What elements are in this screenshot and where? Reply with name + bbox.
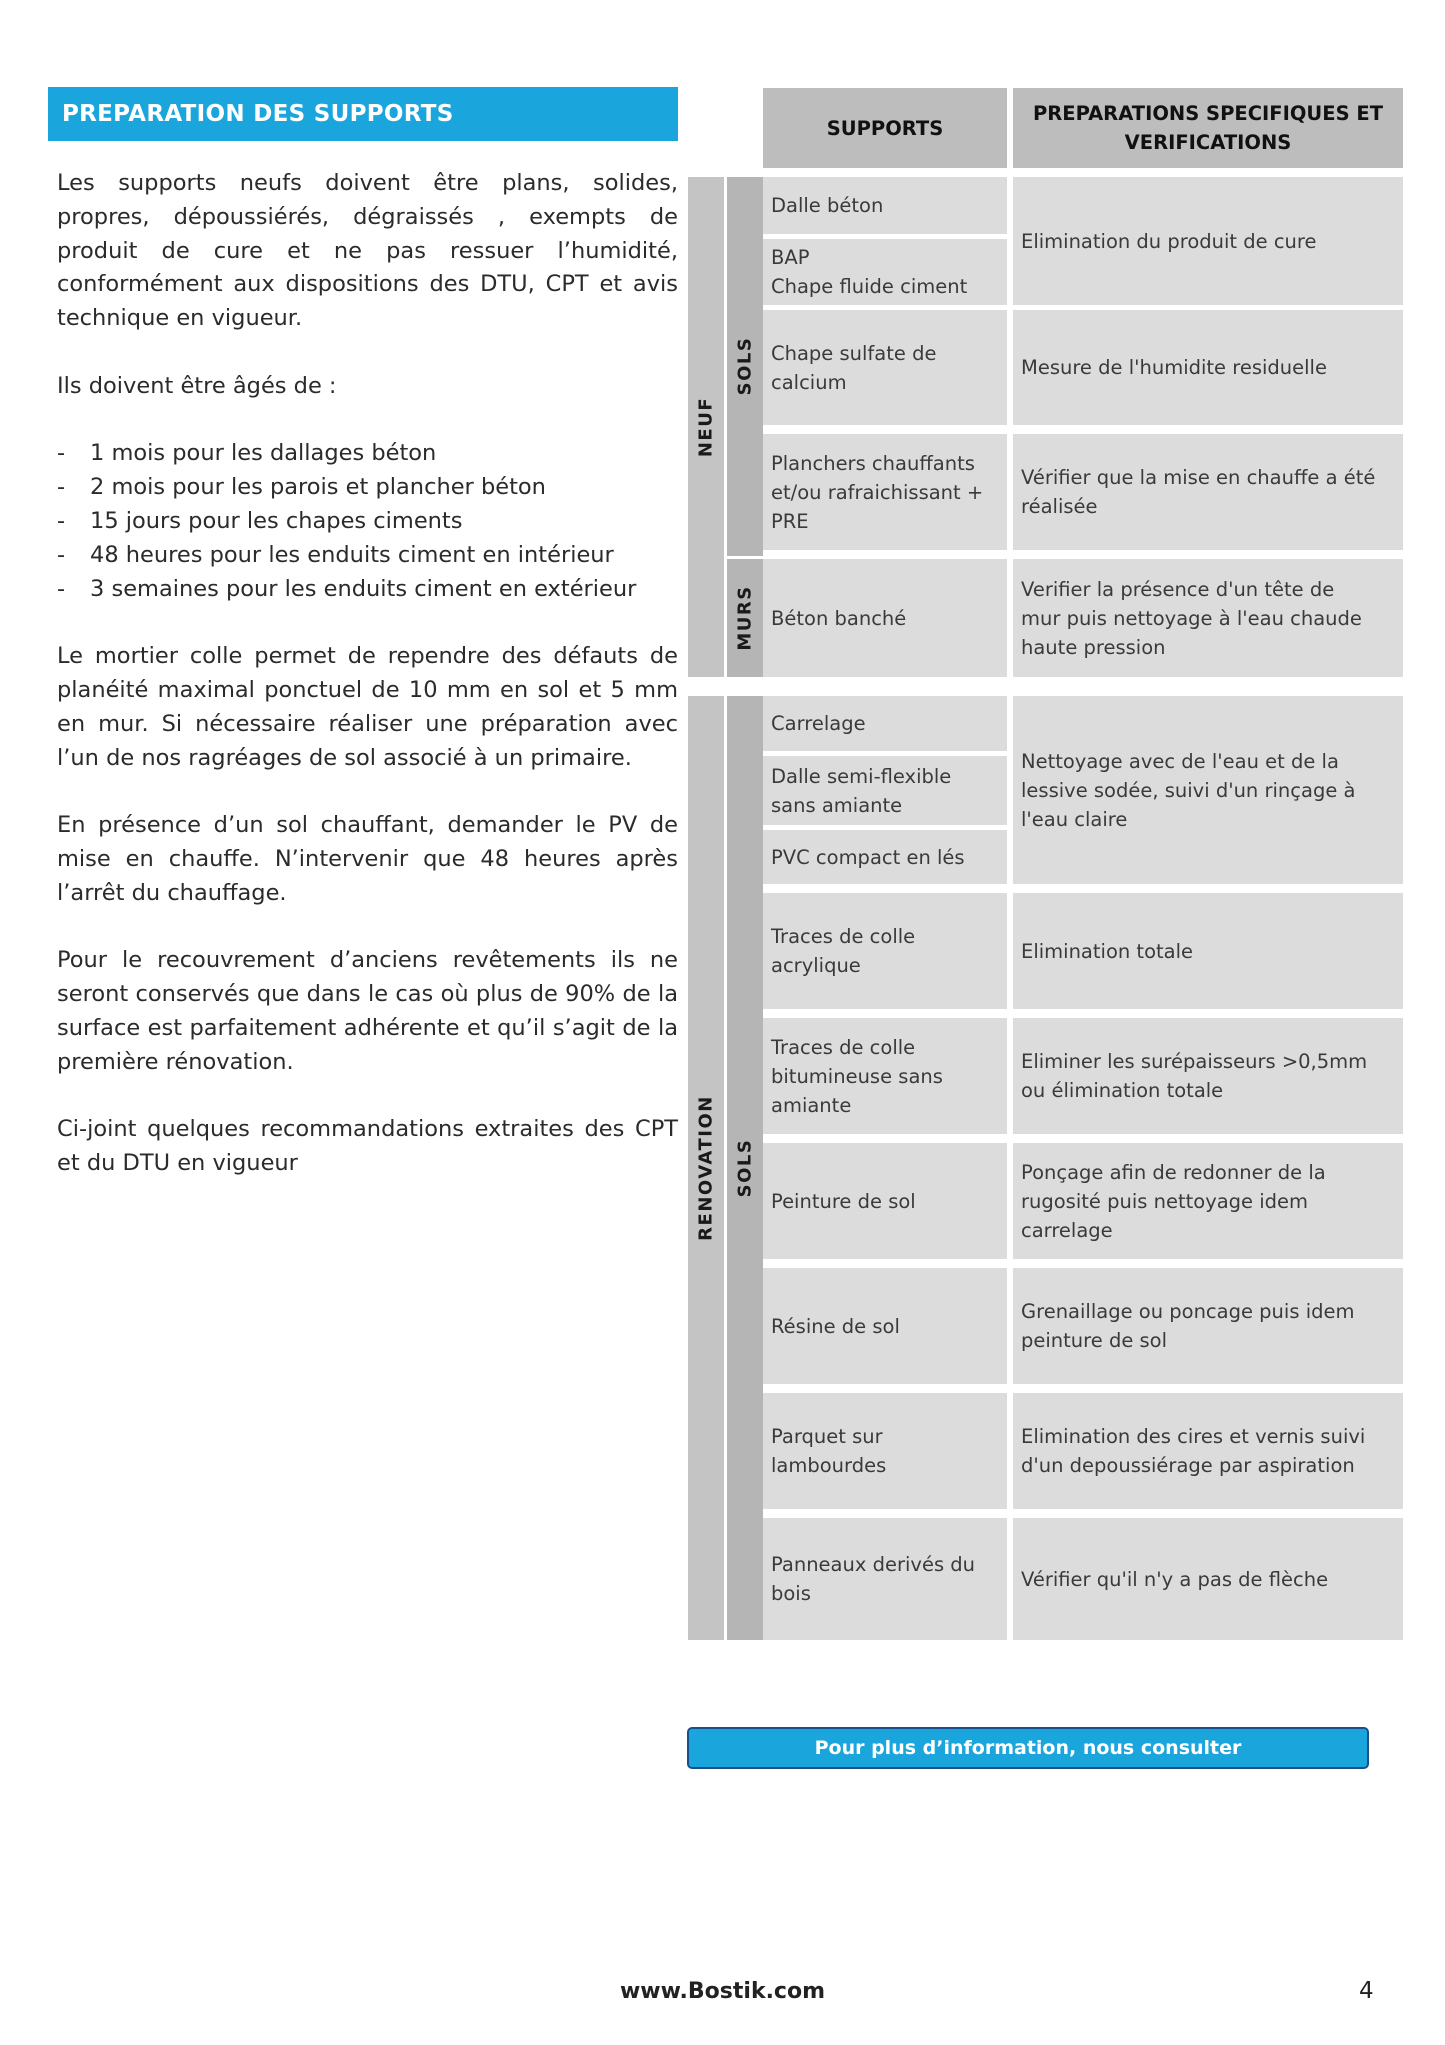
label-murs: MURS [734, 585, 756, 651]
label-renovation: RENOVATION [695, 1095, 717, 1241]
table-row-preparation [1013, 1393, 1403, 1509]
body-text [48, 167, 678, 1181]
support-label: Dalle béton [771, 194, 884, 217]
table-row-support [763, 559, 1007, 677]
table-row-preparation [1013, 1518, 1403, 1640]
support-label: Parquet sur lambourdes [771, 1425, 887, 1477]
support-label: BAP Chape fluide ciment [771, 246, 968, 298]
header-supports [763, 88, 1007, 168]
page-number: 4 [1359, 1978, 1374, 2004]
preparation-label: Elimination des cires et vernis suivi d'un depoussiérage par aspiration [1021, 1425, 1366, 1477]
label-sols-renov: SOLS [734, 1138, 756, 1198]
table-row-preparation [1013, 310, 1403, 425]
label-neuf: NEUF [695, 396, 717, 458]
paragraph-recouvrement: Pour le recouvrement d’anciens revêtements ils ne seront conservés que dans le cas où plus de 90% de la surface est parfaitement adhérente et qu’il s’agit de la première rénovation. [57, 947, 678, 1075]
support-label: Chape sulfate de calcium [771, 341, 937, 394]
table-row-preparation [1013, 1018, 1403, 1134]
header-preparations-label: PREPARATIONS SPECIFIQUES ET VERIFICATIONS [1032, 102, 1384, 154]
preparation-label: Ponçage afin de redonner de la rugosité puis nettoyage idem carrelage [1021, 1160, 1326, 1242]
header-supports-label: SUPPORTS [826, 116, 944, 140]
table-row-support [763, 434, 1007, 550]
footer-url[interactable]: www.Bostik.com [619, 1979, 826, 2004]
table-row-preparation [1013, 893, 1403, 1009]
preparation-label: Mesure de l'humidite residuelle [1021, 356, 1327, 379]
paragraph-supports: Les supports neufs doivent être plans, solides, propres, dépoussiérés, dégraissés , exempts de produit de cure et ne pas ressuer l’humidité, conformément aux dispositions des DTU, CPT et avis technique en vigueur. [57, 170, 678, 332]
table-row-support [763, 1518, 1007, 1640]
header-preparations [1013, 88, 1403, 168]
support-label: Dalle semi-flexible sans amiante [771, 764, 952, 817]
support-label: Traces de colle bitumineuse sans amiante [771, 1035, 943, 1117]
preparation-label: Verifier la présence d'un tête de mur puis nettoyage à l'eau chaude haute pression [1021, 577, 1362, 659]
support-label: PVC compact en lés [771, 845, 965, 869]
table-row-preparation [1013, 434, 1403, 550]
table-row-support [763, 830, 1007, 884]
table-row-preparation [1013, 1268, 1403, 1384]
table-row-support [763, 1143, 1007, 1259]
preparation-label: Vérifier qu'il n'y a pas de flèche [1021, 1567, 1329, 1591]
list-item: - 48 heures pour les enduits ciment en intérieur [57, 539, 678, 573]
support-label: Planchers chauffants et/ou rafraichissant + PRE [771, 451, 984, 533]
preparation-label: Vérifier que la mise en chauffe a été réalisée [1021, 466, 1376, 518]
list-item: - 1 mois pour les dallages béton [57, 437, 678, 471]
support-label: Peinture de sol [771, 1189, 916, 1213]
table-row-support [763, 1393, 1007, 1509]
table-row-support [763, 756, 1007, 825]
table-row-support [763, 177, 1007, 234]
support-label: Béton banché [771, 606, 907, 630]
support-label: Résine de sol [771, 1314, 900, 1338]
list-item: - 15 jours pour les chapes ciments [57, 505, 678, 539]
section-title: PREPARATION DES SUPPORTS [48, 87, 678, 141]
table-row-support [763, 696, 1007, 751]
preparation-label: Eliminer les surépaisseurs >0,5mm ou élimination totale [1021, 1050, 1368, 1102]
age-list [57, 437, 678, 606]
list-item: - 2 mois pour les parois et plancher béton [57, 471, 678, 505]
paragraph-recommandations: Ci-joint quelques recommandations extraites des CPT et du DTU en vigueur [57, 1116, 678, 1177]
paragraph-sol-chauffant: En présence d’un sol chauffant, demander le PV de mise en chauffe. N’intervenir que 48 heures après l’arrêt du chauffage. [57, 812, 678, 906]
contact-button[interactable] [687, 1727, 1369, 1769]
table-row-preparation [1013, 696, 1403, 884]
table-row-preparation [1013, 1143, 1403, 1259]
label-sols-neuf: SOLS [734, 336, 756, 396]
preparation-label: Elimination du produit de cure [1021, 229, 1317, 253]
left-column [48, 87, 678, 1215]
support-label: Traces de colle acrylique [771, 925, 916, 977]
preparation-label: Grenaillage ou poncage puis idem peinture de sol [1021, 1300, 1355, 1352]
table-row-support [763, 893, 1007, 1009]
preparation-label: Elimination totale [1021, 939, 1194, 963]
support-label: Carrelage [771, 712, 866, 735]
table-row-support [763, 310, 1007, 425]
support-label: Panneaux derivés du bois [771, 1553, 976, 1605]
contact-button-label: Pour plus d’information, nous consulter [814, 1737, 1242, 1759]
table-row-preparation [1013, 559, 1403, 677]
table-row-support [763, 1018, 1007, 1134]
list-item: - 3 semaines pour les enduits ciment en extérieur [57, 573, 678, 607]
paragraph-mortier: Le mortier colle permet de rependre des défauts de planéité maximal ponctuel de 10 mm en sol et 5 mm en mur. Si nécessaire réaliser une préparation avec l’un de nos ragréages de sol associé à un primaire. [57, 643, 678, 771]
table-row-preparation [1013, 177, 1403, 305]
table-row-support [763, 1268, 1007, 1384]
table-row-support [763, 239, 1007, 305]
preparation-label: Nettoyage avec de l'eau et de la lessive sodée, suivi d'un rinçage à l'eau claire [1021, 749, 1356, 831]
paragraph-age-intro: Ils doivent être âgés de : [57, 372, 337, 399]
